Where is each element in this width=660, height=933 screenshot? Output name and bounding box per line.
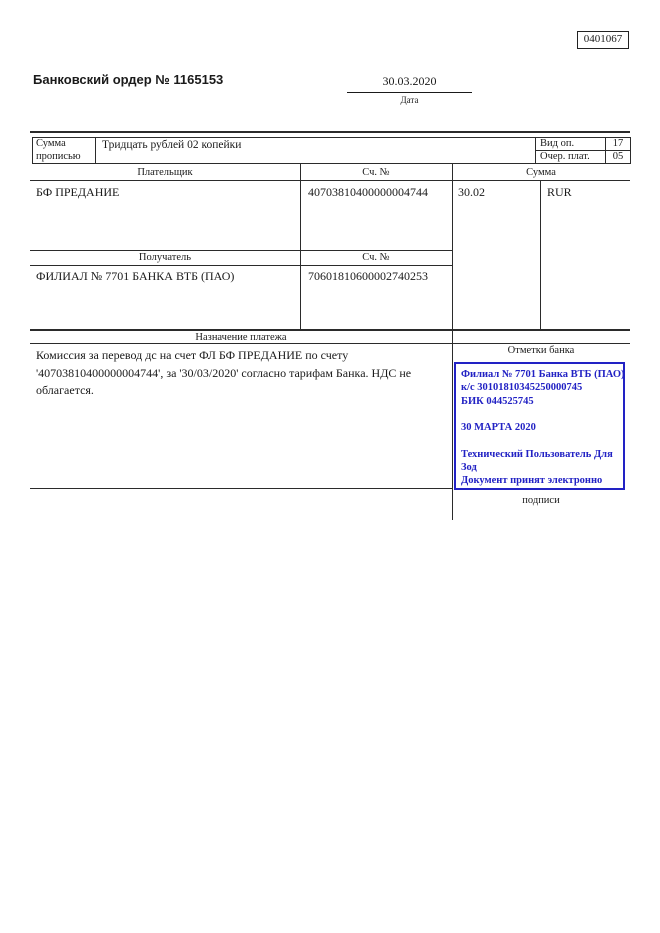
divider-amount-currency xyxy=(540,181,541,330)
payment-priority-value-cell: 05 xyxy=(605,150,631,164)
rule-below-payee-header xyxy=(30,265,452,266)
stamp-line: Технический Пользователь Для xyxy=(461,448,613,460)
payer-account-header: Сч. № xyxy=(362,167,390,178)
date-label: Дата xyxy=(400,95,419,105)
stamp-line: 30 МАРТА 2020 xyxy=(461,422,536,434)
amount-words-label-cell: Сумма прописью xyxy=(32,137,96,164)
bank-marks-header: Отметки банка xyxy=(507,345,575,356)
payer-account-number: 40703810400000004744 xyxy=(308,185,428,199)
payment-currency: RUR xyxy=(547,185,572,199)
stamp-line: Документ принят электронно xyxy=(461,475,603,487)
stamp-line: Филиал № 7701 Банка ВТБ (ПАО) xyxy=(461,369,625,380)
table-top-rule xyxy=(30,131,630,133)
stamp-line xyxy=(461,434,618,447)
document-title: Банковский ордер № 1165153 xyxy=(33,72,224,87)
operation-type-label-cell: Вид оп. xyxy=(535,137,606,151)
operation-type-value-cell: 17 xyxy=(605,137,631,151)
rule-above-purpose xyxy=(30,329,630,331)
rule-below-purpose-text xyxy=(30,488,453,489)
stamp-line xyxy=(461,408,618,421)
payment-amount: 30.02 xyxy=(458,185,485,199)
payer-section-header: Плательщик xyxy=(137,167,193,178)
form-code: 0401067 xyxy=(583,33,623,45)
form-code-box xyxy=(577,31,629,49)
stamp-line: БИК 044525745 xyxy=(461,395,534,407)
payment-purpose-text: Комиссия за перевод дс на счет ФЛ БФ ПРЕДАНИЕ по счету '40703810400000004744', за '30/03/2020' согласно тарифам Банка. НДС не облагается. xyxy=(36,348,412,397)
stamp-line: Зод xyxy=(461,462,477,474)
bank-stamp xyxy=(454,362,625,490)
payee-name: ФИЛИАЛ № 7701 БАНКА ВТБ (ПАО) xyxy=(36,269,235,283)
rule-above-payee-header xyxy=(30,250,452,251)
divider-name-account xyxy=(300,164,301,330)
divider-sum-column xyxy=(452,164,453,520)
date-value: 30.03.2020 xyxy=(347,74,472,93)
payee-account-number: 70601810600002740253 xyxy=(308,269,428,283)
payment-priority-label-cell: Очер. плат. xyxy=(535,150,606,164)
payee-section-header: Получатель xyxy=(138,252,192,263)
payer-name: БФ ПРЕДАНИЕ xyxy=(36,185,120,199)
rule-below-purpose-header xyxy=(30,343,630,344)
amount-words-value-cell: Тридцать рублей 02 копейки xyxy=(95,137,536,164)
stamp-line: к/с 30101810345250000745 xyxy=(461,382,583,394)
sum-column-header: Сумма xyxy=(526,167,556,178)
payee-account-header: Сч. № xyxy=(362,252,390,263)
signatures-label: подписи xyxy=(522,495,560,506)
purpose-section-header: Назначение платежа xyxy=(195,332,287,343)
